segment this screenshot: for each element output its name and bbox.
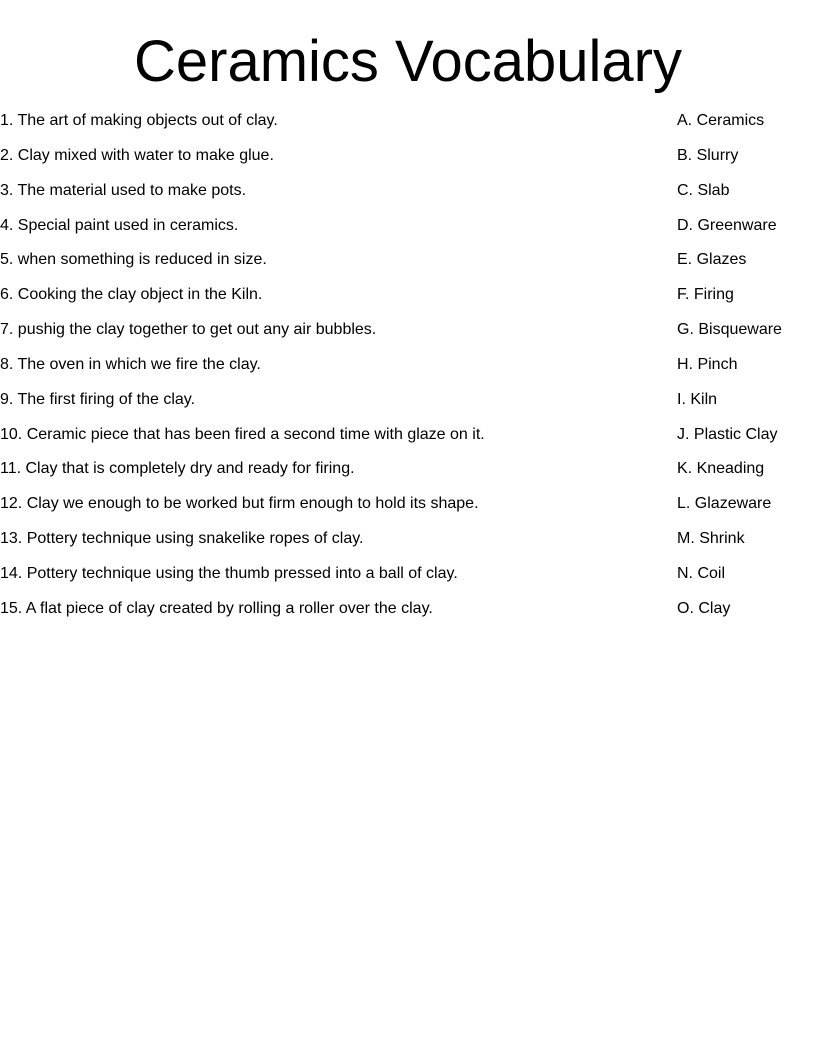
clue-text: 13. Pottery technique using snakelike ropes of clay.	[0, 530, 364, 548]
clue-text: 3. The material used to make pots.	[0, 181, 247, 199]
matching-row	[0, 390, 816, 425]
answer-text: F. Firing	[677, 286, 734, 304]
clue-text: 6. Cooking the clay object in the Kiln.	[0, 286, 263, 304]
clue-text: 5. when something is reduced in size.	[0, 251, 267, 269]
clue-text: 8. The oven in which we fire the clay.	[0, 355, 261, 373]
answer-text: G. Bisqueware	[677, 321, 782, 339]
clue-text: 4. Special paint used in ceramics.	[0, 216, 239, 234]
matching-row	[0, 425, 816, 460]
clue-text: 9. The first firing of the clay.	[0, 390, 196, 408]
answer-text: H. Pinch	[677, 355, 738, 373]
clue-text: 12. Clay we enough to be worked but firm enough to hold its shape.	[0, 495, 479, 513]
matching-row	[0, 250, 816, 285]
matching-row	[0, 216, 816, 251]
matching-list	[0, 111, 816, 634]
answer-text: J. Plastic Clay	[677, 425, 778, 443]
answer-text: O. Clay	[677, 599, 731, 617]
matching-row	[0, 459, 816, 494]
matching-row	[0, 355, 816, 390]
clue-text: 7. pushig the clay together to get out any air bubbles.	[0, 321, 377, 339]
clue-text: 15. A flat piece of clay created by rolling a roller over the clay.	[0, 599, 433, 617]
answer-text: E. Glazes	[677, 251, 747, 269]
matching-row	[0, 181, 816, 216]
clue-text: 2. Clay mixed with water to make glue.	[0, 146, 274, 164]
matching-row	[0, 529, 816, 564]
matching-row	[0, 564, 816, 599]
answer-text: I. Kiln	[677, 390, 718, 408]
clue-text: 10. Ceramic piece that has been fired a second time with glaze on it.	[0, 425, 485, 443]
matching-row	[0, 599, 816, 634]
matching-row	[0, 111, 816, 146]
matching-row	[0, 494, 816, 529]
answer-text: M. Shrink	[677, 530, 745, 548]
clue-text: 1. The art of making objects out of clay.	[0, 112, 278, 129]
answer-text: L. Glazeware	[677, 495, 772, 513]
matching-row	[0, 285, 816, 320]
matching-row	[0, 146, 816, 181]
clue-text: 11. Clay that is completely dry and ready for firing.	[0, 460, 355, 478]
answer-text: C. Slab	[677, 181, 730, 199]
answer-text: K. Kneading	[677, 460, 765, 478]
answer-text: B. Slurry	[677, 146, 739, 164]
matching-row	[0, 320, 816, 355]
page-title: Ceramics Vocabulary	[134, 29, 682, 94]
clue-text: 14. Pottery technique using the thumb pressed into a ball of clay.	[0, 564, 458, 582]
answer-text: D. Greenware	[677, 216, 777, 234]
answer-text: N. Coil	[677, 564, 726, 582]
answer-text: A. Ceramics	[677, 112, 765, 129]
